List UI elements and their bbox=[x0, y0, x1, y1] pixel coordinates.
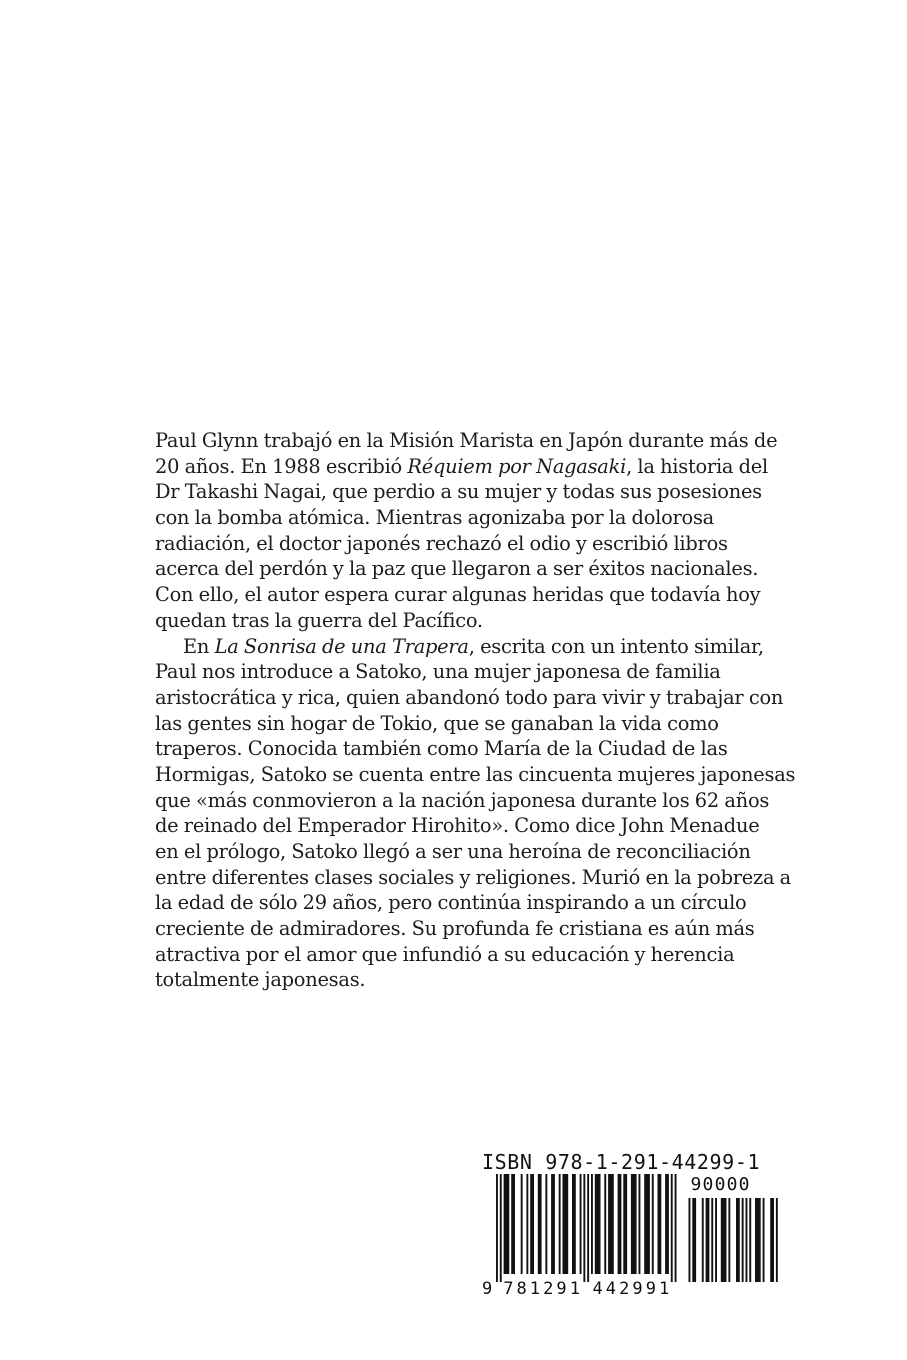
barcode-digit: 9 bbox=[482, 1279, 493, 1299]
blurb-text: la edad de sólo 29 años, pero continúa inspirando a un círculo bbox=[155, 891, 747, 915]
barcode-bar bbox=[572, 1174, 576, 1274]
addon-bar bbox=[746, 1198, 748, 1282]
barcode-bar bbox=[652, 1174, 654, 1274]
addon-bar bbox=[728, 1198, 730, 1282]
blurb-line bbox=[155, 711, 765, 737]
blurb-line bbox=[155, 865, 791, 891]
blurb-line bbox=[155, 736, 765, 762]
blurb-text: Hormigas, Satoko se cuenta entre las cincuenta mujeres japonesas bbox=[155, 762, 796, 786]
blurb-line bbox=[155, 942, 765, 968]
barcode-bar bbox=[500, 1174, 502, 1282]
blurb-line bbox=[155, 762, 796, 788]
blurb-text: quedan tras la guerra del Pacífico. bbox=[155, 608, 483, 632]
barcode-digit: 2 bbox=[543, 1279, 554, 1299]
barcode-bar bbox=[521, 1174, 523, 1274]
blurb-line bbox=[155, 890, 765, 916]
barcode-bar bbox=[563, 1174, 569, 1274]
barcode-graphic bbox=[480, 1172, 751, 1299]
barcode-digit: 1 bbox=[659, 1279, 670, 1299]
barcode-bar bbox=[644, 1174, 650, 1274]
blurb-text: de reinado del Emperador Hirohito». Como dice John Menadue bbox=[155, 814, 760, 838]
blurb-line bbox=[155, 659, 765, 685]
blurb-text: Paul nos introduce a Satoko, una mujer japonesa de familia bbox=[155, 660, 721, 684]
blurb-text: totalmente japonesas. bbox=[155, 968, 366, 992]
blurb-line bbox=[155, 556, 765, 582]
blurb-text: En bbox=[183, 634, 215, 658]
barcode-bar bbox=[639, 1174, 641, 1274]
barcode-bar bbox=[604, 1174, 606, 1274]
addon-bar bbox=[706, 1198, 710, 1282]
barcode-bar bbox=[665, 1174, 669, 1274]
barcode-bar bbox=[595, 1174, 601, 1274]
book-title-italic: Réquiem por Nagasaki bbox=[407, 454, 627, 478]
blurb-text: en el prólogo, Satoko llegó a ser una heroína de reconciliación bbox=[155, 840, 751, 863]
book-title-italic: La Sonrisa de una Trapera bbox=[214, 634, 469, 658]
blurb-line bbox=[155, 685, 784, 711]
blurb-line bbox=[155, 454, 768, 480]
blurb-text: con la bomba atómica. Mientras agonizaba por la dolorosa bbox=[155, 506, 714, 530]
barcode-bar bbox=[504, 1174, 510, 1274]
blurb-text: entre diferentes clases sociales y religiones. Murió en la pobreza a bbox=[155, 865, 791, 889]
blurb-text: radiación, el doctor japonés rechazó el odio y escribió libros bbox=[155, 531, 728, 555]
blurb-text: , la historia del bbox=[626, 454, 768, 478]
barcode-bar bbox=[559, 1174, 561, 1274]
blurb-line bbox=[155, 479, 765, 505]
addon-bar bbox=[702, 1198, 704, 1282]
isbn-label: ISBN 978-1-291-44299-1 bbox=[482, 1150, 761, 1174]
back-cover-blurb bbox=[155, 428, 796, 993]
barcode-bar bbox=[583, 1174, 585, 1282]
barcode-bar bbox=[496, 1174, 498, 1282]
blurb-line bbox=[155, 967, 765, 993]
blurb-text: las gentes sin hogar de Tokio, que se ganaban la vida como bbox=[155, 711, 719, 735]
barcode-bar bbox=[551, 1174, 555, 1274]
isbn-barcode bbox=[480, 1150, 761, 1299]
blurb-text: 20 años. En 1988 escribió bbox=[155, 454, 408, 478]
blurb-line bbox=[155, 505, 765, 531]
barcode-digit: 9 bbox=[632, 1279, 643, 1299]
addon-bar bbox=[711, 1198, 713, 1282]
addon-bar bbox=[689, 1198, 691, 1282]
barcode-digit: 4 bbox=[605, 1279, 617, 1299]
barcode-digit: 9 bbox=[556, 1279, 567, 1299]
barcode-bar bbox=[618, 1174, 622, 1274]
barcode-bar bbox=[526, 1174, 528, 1274]
addon-bar bbox=[770, 1198, 774, 1282]
barcode-bar bbox=[587, 1174, 589, 1282]
barcode-digit: 2 bbox=[619, 1279, 630, 1299]
addon-digits: 90000 bbox=[690, 1174, 751, 1195]
blurb-text: acerca del perdón y la paz que llegaron a ser éxitos nacionales. bbox=[155, 557, 759, 581]
blurb-text: aristocrática y rica, quien abandonó todo para vivir y trabajar con bbox=[155, 685, 784, 709]
blurb-line bbox=[155, 634, 765, 660]
barcode-bar bbox=[623, 1174, 627, 1274]
barcode-digit: 9 bbox=[645, 1279, 656, 1299]
barcode-bar bbox=[675, 1174, 677, 1282]
barcode-bar bbox=[658, 1174, 662, 1274]
blurb-text: Con ello, el autor espera curar algunas heridas que todavía hoy bbox=[155, 583, 761, 607]
barcode-bar bbox=[511, 1174, 515, 1274]
barcode-bar bbox=[545, 1174, 547, 1274]
blurb-text: Paul Glynn trabajó en la Misión Marista en Japón durante más de bbox=[155, 429, 778, 452]
blurb-line bbox=[155, 428, 778, 454]
blurb-text: que «más conmovieron a la nación japonesa durante los 62 años bbox=[155, 788, 770, 812]
addon-bar bbox=[776, 1198, 778, 1282]
addon-bar bbox=[755, 1198, 761, 1282]
addon-bar bbox=[763, 1198, 765, 1282]
addon-bar bbox=[736, 1198, 740, 1282]
addon-bar bbox=[692, 1198, 696, 1282]
blurb-line bbox=[155, 788, 770, 814]
barcode-bar bbox=[591, 1174, 593, 1274]
barcode-digit: 4 bbox=[592, 1279, 603, 1299]
barcode-bar bbox=[631, 1174, 637, 1274]
barcode-bar bbox=[608, 1174, 614, 1274]
blurb-text: Dr Takashi Nagai, que perdio a su mujer y todas sus posesiones bbox=[155, 480, 762, 504]
addon-bar bbox=[715, 1198, 717, 1282]
blurb-text: atractiva por el amor que infundió a su educación y herencia bbox=[155, 942, 735, 966]
blurb-line bbox=[155, 582, 765, 608]
blurb-text: traperos. Conocida también como María de la Ciudad de las bbox=[155, 737, 728, 761]
barcode-digit: 1 bbox=[569, 1279, 580, 1299]
blurb-text: creciente de admiradores. Su profunda fe cristiana es aún más bbox=[155, 917, 755, 941]
blurb-line bbox=[155, 531, 765, 557]
addon-bar bbox=[742, 1198, 744, 1282]
addon-bar bbox=[749, 1198, 751, 1282]
blurb-text: , escrita con un intento similar, bbox=[468, 634, 764, 658]
blurb-line bbox=[155, 813, 765, 839]
addon-bar bbox=[721, 1198, 727, 1282]
barcode-digit: 7 bbox=[503, 1279, 514, 1299]
barcode-bar bbox=[538, 1174, 542, 1274]
barcode-digit: 1 bbox=[529, 1279, 541, 1299]
barcode-bar bbox=[580, 1174, 582, 1274]
barcode-bar bbox=[671, 1174, 673, 1282]
blurb-line bbox=[155, 839, 765, 865]
barcode-bar bbox=[530, 1174, 534, 1274]
blurb-line bbox=[155, 916, 765, 942]
barcode-digit: 8 bbox=[516, 1279, 527, 1299]
blurb-line bbox=[155, 608, 765, 634]
